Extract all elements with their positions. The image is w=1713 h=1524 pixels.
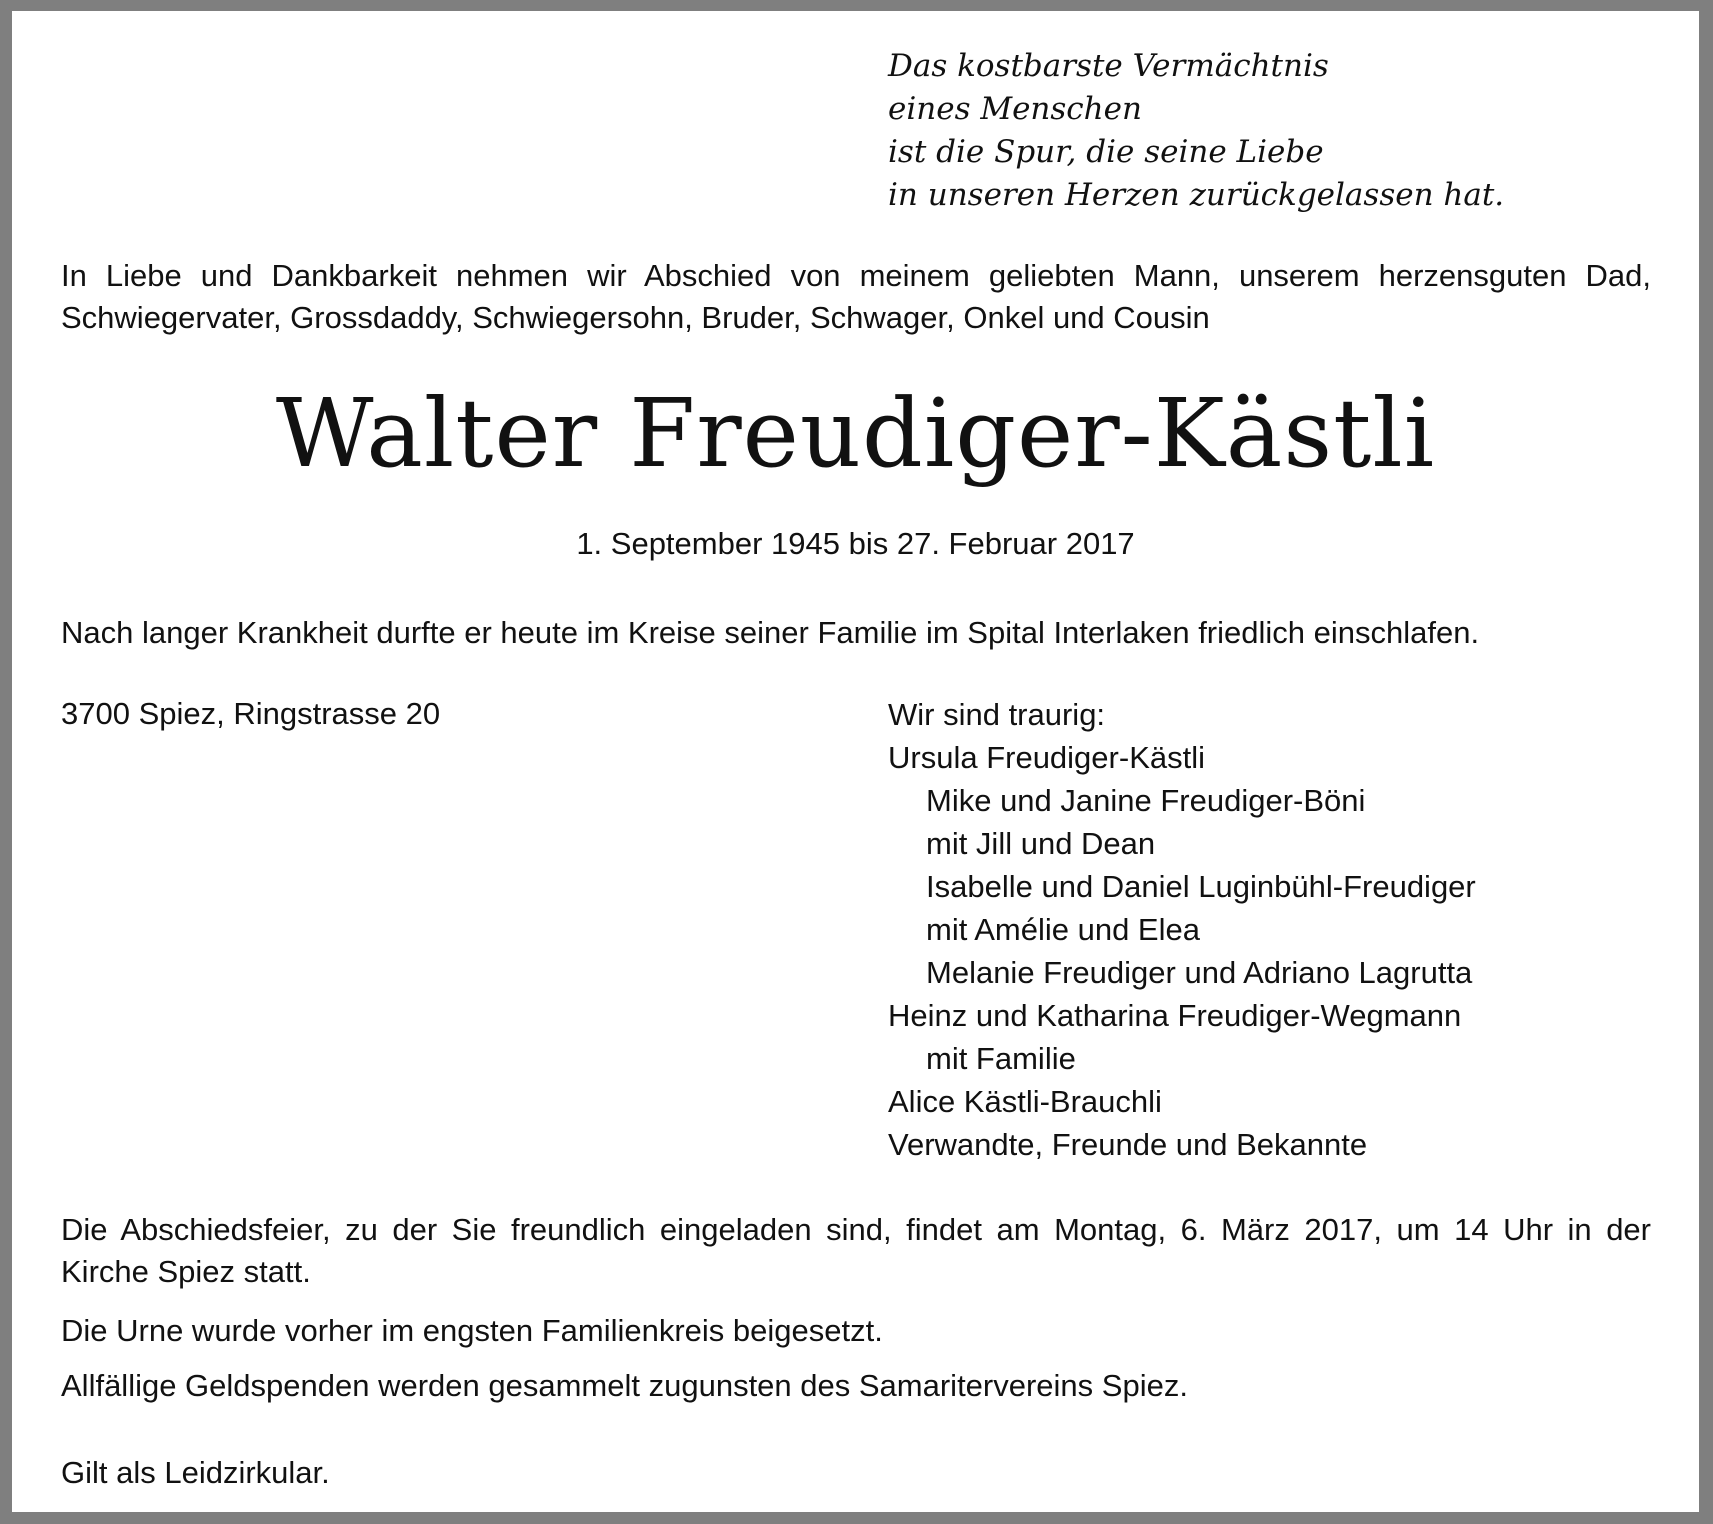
ceremony-info	[61, 1209, 1651, 1293]
intro-line: In Liebe und Dankbarkeit nehmen wir Abschied von meinem geliebten Mann, unserem herzensguten Dad,	[61, 258, 1651, 293]
passing-statement: Nach langer Krankheit durfte er heute im Kreise seiner Familie im Spital Interlaken friedlich einschlafen.	[61, 615, 1480, 650]
quote-line: ist die Spur, die seine Liebe	[888, 134, 1324, 170]
quote-line: Das kostbarste Vermächtnis	[888, 48, 1329, 84]
mourner-entry: mit Familie	[926, 1041, 1076, 1076]
obituary-notice	[12, 11, 1699, 1512]
mourners-list	[888, 693, 1476, 1166]
mourner-entry: mit Jill und Dean	[926, 826, 1156, 861]
mourners-heading: Wir sind traurig:	[888, 697, 1106, 732]
quote-line: eines Menschen	[888, 91, 1142, 127]
life-dates: 1. September 1945 bis 27. Februar 2017	[576, 526, 1135, 561]
address: 3700 Spiez, Ringstrasse 20	[61, 696, 441, 731]
deceased-name: Walter Freudiger-Kästli	[275, 379, 1436, 489]
mourner-entry: Heinz und Katharina Freudiger-Wegmann	[888, 998, 1462, 1033]
mourner-entry: Alice Kästli-Brauchli	[888, 1084, 1162, 1119]
ceremony-line: Die Abschiedsfeier, zu der Sie freundlich eingeladen sind, findet am Montag, 6. März 2017, um 14 Uhr in der	[61, 1212, 1651, 1247]
mourner-entry: Ursula Freudiger-Kästli	[888, 740, 1205, 775]
ceremony-line: Kirche Spiez statt.	[61, 1254, 311, 1289]
mourner-entry: Isabelle und Daniel Luginbühl-Freudiger	[926, 869, 1476, 904]
memorial-quote	[888, 45, 1504, 217]
intro-text	[61, 255, 1651, 339]
mourner-entry: mit Amélie und Elea	[926, 912, 1200, 947]
urn-note: Die Urne wurde vorher im engsten Familienkreis beigesetzt.	[61, 1313, 883, 1348]
mourner-entry: Mike und Janine Freudiger-Böni	[926, 783, 1366, 818]
intro-line: Schwiegervater, Grossdaddy, Schwiegersohn, Bruder, Schwager, Onkel und Cousin	[61, 300, 1210, 335]
mourner-entry: Verwandte, Freunde und Bekannte	[888, 1127, 1368, 1162]
mourner-entry: Melanie Freudiger und Adriano Lagrutta	[926, 955, 1473, 990]
circular-note: Gilt als Leidzirkular.	[61, 1455, 330, 1490]
quote-line: in unseren Herzen zurückgelassen hat.	[888, 177, 1505, 213]
donations-note: Allfällige Geldspenden werden gesammelt zugunsten des Samaritervereins Spiez.	[61, 1368, 1188, 1403]
